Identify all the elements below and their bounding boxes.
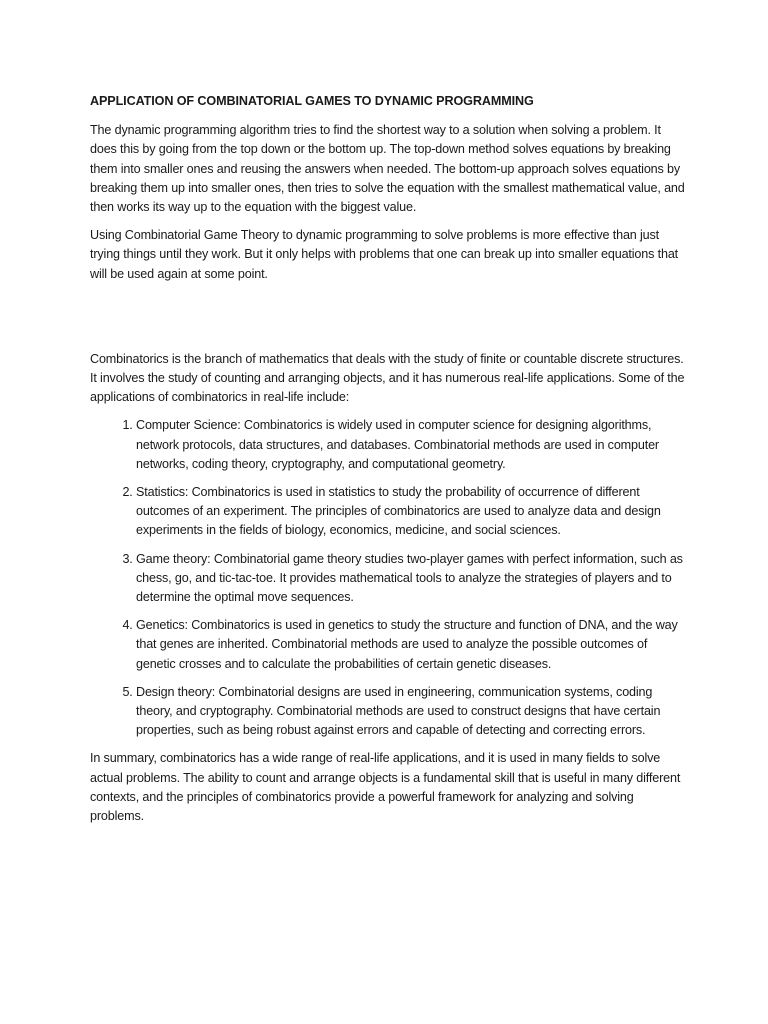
- list-item: 1. Computer Science: Combinatorics is widely used in computer science for designing algorithms, network protocols, data structures, and databases. Combinatorial methods are used in computer networks, coding theory, cryptography, and computational geometry.: [136, 416, 690, 474]
- blank-space: [90, 293, 690, 350]
- list-item: 3. Game theory: Combinatorial game theory studies two-player games with perfect information, such as chess, go, and tic-tac-toe. It provides mathematical tools to analyze the strategies of players and to determine the optimal move sequences.: [136, 550, 690, 608]
- list-item: 4. Genetics: Combinatorics is used in genetics to study the structure and function of DNA, and the way that genes are inherited. Combinatorial methods are used to analyze the possible outcomes of genetic crosses and to calculate the probabilities of certain genetic diseases.: [136, 616, 690, 674]
- paragraph-dynamic-programming: The dynamic programming algorithm tries to find the shortest way to a solution when solving a problem. It does this by going from the top down or the bottom up. The top-down method solves equations by breaking them into smaller ones and reusing the answers when needed. The bottom-up approach solves equations by breaking them up into smaller ones, then tries to solve the equation with the smallest mathematical value, and then works its way up to the equation with the biggest value.: [90, 123, 685, 215]
- paragraph-combinatorics-intro: Combinatorics is the branch of mathematics that deals with the study of finite or countable discrete structures. It involves the study of counting and arranging objects, and it has numerous real-life applications. Some of the applications of combinatorics in real-life include:: [90, 351, 685, 405]
- document-page: [90, 92, 690, 835]
- list-item: 5. Design theory: Combinatorial designs are used in engineering, communication systems, coding theory, and cryptography. Combinatorial methods are used to construct designs that have certain properties, such as being robust against errors and capable of detecting and correcting errors.: [136, 683, 690, 741]
- paragraph-combinatorial-game-theory: Using Combinatorial Game Theory to dynamic programming to solve problems is more effective than just trying things until they work. But it only helps with problems that one can break up into smaller equations that will be used again at some point.: [90, 228, 679, 281]
- document-title: APPLICATION OF COMBINATORIAL GAMES TO DYNAMIC PROGRAMMING: [90, 94, 534, 108]
- applications-list: [90, 416, 690, 740]
- paragraph-summary: In summary, combinatorics has a wide range of real-life applications, and it is used in many fields to solve actual problems. The ability to count and arrange objects is a fundamental skill that is useful in many different contexts, and the principles of combinatorics provide a powerful framework for analyzing and solving problems.: [90, 751, 681, 824]
- list-item: 2. Statistics: Combinatorics is used in statistics to study the probability of occurrence of different outcomes of an experiment. The principles of combinatorics are used to analyze data and design experiments in the fields of biology, economics, medicine, and social sciences.: [136, 483, 690, 541]
